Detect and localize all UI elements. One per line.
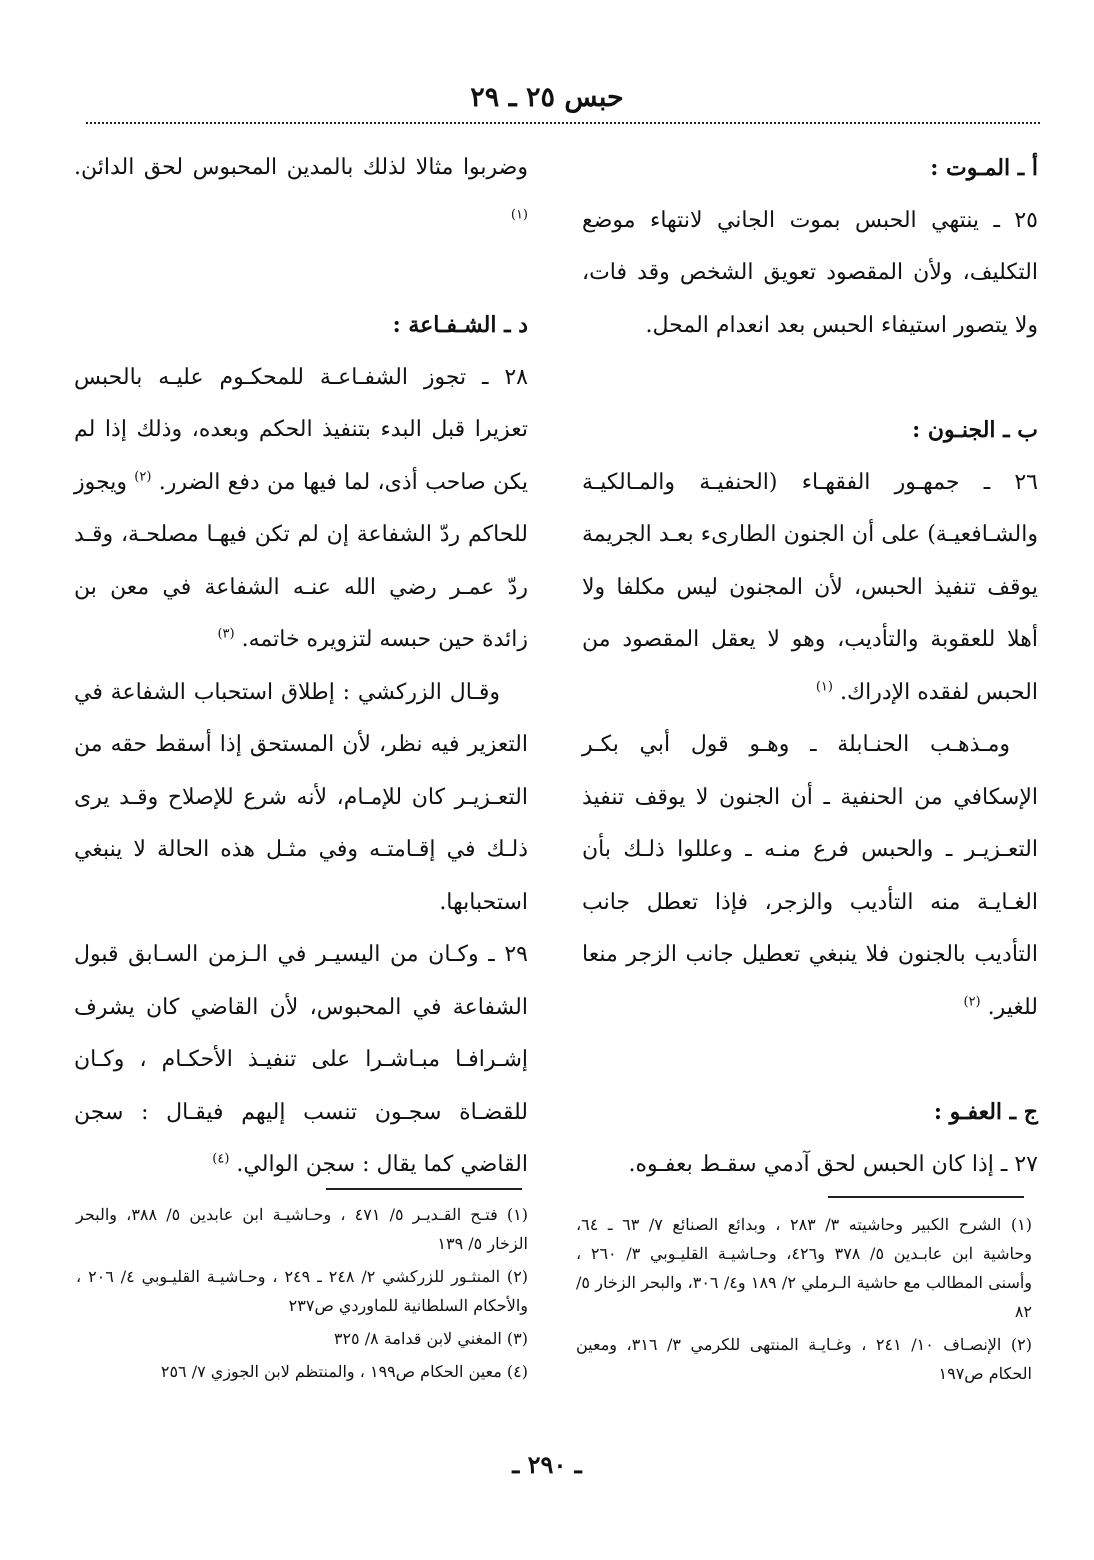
- footnote-ref: (١): [510, 207, 528, 223]
- footnote-separator-right: [828, 1196, 1024, 1198]
- paragraph-26-hanbali-text: ومـذهـب الحنـابلة ـ وهـو قول أبي بكـر الإسكافي من الحنفية ـ أن الجنون لا يوقف تنفيذ التعـزيـر ـ والحبس فرع منـه ـ وعللوا ذلـك بأن الغـايـة منه التأديب والزجر، فإذا تعطل جانب التأديب بالجنون فلا ينبغي تعطيل جانب الزجر منعا للغير.: [582, 732, 1038, 1020]
- paragraph-continuation: [74, 142, 528, 247]
- page-number: ـ ٢٩٠ ـ: [512, 1450, 582, 1479]
- header-dotted-rule: [86, 122, 1040, 124]
- paragraph-25: ٢٥ ـ ينتهي الحبس بموت الجاني لانتهاء موضع التكليف، ولأن المقصود تعويق الشخص وقد فات، ولا يتصور استيفاء الحبس بعد انعدام المحل.: [582, 207, 1038, 338]
- footnote-ref: (١): [815, 679, 833, 695]
- section-heading-insanity: ب ـ الجنـون :: [912, 417, 1038, 443]
- paragraph-continuation-text: وضربوا مثالا لذلك بالمدين المحبوس لحق الدائن.: [74, 155, 528, 180]
- footnote-separator-left: [326, 1188, 522, 1190]
- paragraph-29: [74, 929, 528, 1192]
- footnote-item: (٤) معين الحكام ص١٩٩ ، والمنتظم لابن الجوزي ٧/ ٢٥٦: [160, 1362, 528, 1381]
- right-column: [582, 142, 1038, 1191]
- paragraph-28-zarkashi: وقـال الزركشي : إطلاق استحباب الشفاعة في التعزير فيه نظر، لأن المستحق إذا أسقط حقه من التعـزيـر كان للإمـام، لأنه شرع للإصلاح وقـد يرى ذلـك في إقـامتـه وفي مثـل هذه الحالة لا ينبغي استحبابها.: [74, 679, 528, 915]
- paragraph-27: ٢٧ ـ إذا كان الحبس لحق آدمي سقـط بعفـوه.: [628, 1151, 1038, 1177]
- paragraph-26: [582, 457, 1038, 720]
- footnote-item: (٣) المغني لابن قدامة ٨/ ٣٢٥: [333, 1329, 528, 1348]
- footnote-item: (١) فتـح القـديـر ٥/ ٤٧١ ، وحـاشيـة ابن عابدين ٥/ ٣٨٨، والبحر الزخار ٥/ ١٣٩: [76, 1205, 528, 1253]
- footnote-ref: (٢): [134, 469, 152, 485]
- paragraph-29-text: ٢٩ ـ وكـان من اليسيـر في الـزمن السـابق قبول الشفاعة في المحبوس، لأن القاضي كان يشرف إشـرافـا مبـاشـرا على تنفيـذ الأحكـام ، وكـان للقضـاة سجـون تنسب إليهم فيقـال : سجن القاضي كما يقال : سجن الوالي.: [74, 942, 528, 1177]
- footnote-item: (٢) الإنصـاف ١٠/ ٢٤١ ، وغـايـة المنتهى للكرمي ٣/ ٣١٦، ومعين الحكام ص١٩٧: [576, 1335, 1032, 1383]
- running-header: حبس ٢٥ ـ ٢٩: [470, 82, 624, 113]
- section-heading-pardon: ج ـ العفـو :: [933, 1099, 1038, 1125]
- section-heading-death: أ ـ المـوت :: [930, 155, 1038, 181]
- section-heading-intercession: د ـ الشـفـاعة :: [392, 312, 528, 338]
- footnotes-left: [76, 1200, 528, 1390]
- paragraph-26-text: ٢٦ ـ جمهـور الفقهـاء (الحنفيـة والمـالكيـة والشـافعيـة) على أن الجنون الطارىء بعـد الجريمة يوقف تنفيذ الحبس، لأن المجنون ليس مكلفا ولا أهلا للعقوبة والتأديب، وهو لا يعقل المقصود من الحبس لفقده الإدراك.: [582, 469, 1038, 705]
- footnote-item: (١) الشرح الكبير وحاشيته ٣/ ٢٨٣ ، وبدائع الصنائع ٧/ ٦٣ ـ ٦٤، وحاشية ابن عابـدين ٥/ ٣٧٨ و٤٢٦، وحـاشيـة القليـوبي ٣/ ٢٦٠ ، وأسنى المطالب مع حاشية الـرملي ٢/ ١٨٩ و٤/ ٣٠٦، والبحر الزخار ٥/ ٨٢: [576, 1215, 1033, 1321]
- paragraph-28: [74, 352, 528, 667]
- footnote-item: (٢) المنثـور للزركشي ٢/ ٢٤٨ ـ ٢٤٩ ، وحـاشيـة القليـوبي ٤/ ٢٠٦ ، والأحكام السلطانية للماوردي ص٢٣٧: [76, 1267, 529, 1315]
- paragraph-26-hanbali: [582, 719, 1038, 1034]
- paragraph-28-text-b: ويجوز للحاكم ردّ الشفاعة إن لم تكن فيهـا مصلحـة، وقـد ردّ عمـر رضي الله عنـه الشفاعة في معن بن زائدة حين حبسه لتزويره خاتمه.: [74, 469, 528, 652]
- footnotes-right: [576, 1210, 1032, 1392]
- footnote-ref: (٢): [963, 994, 981, 1010]
- footnote-ref: (٤): [212, 1151, 230, 1167]
- paragraph-28-text-a: ٢٨ ـ تجوز الشفـاعـة للمحكـوم عليـه بالحبس تعزيرا قبل البدء بتنفيذ الحكم وبعده، وذلك إذا لم يكن صاحب أذى، لما فيها من دفع الضرر.: [74, 364, 528, 495]
- footnote-ref: (٣): [217, 626, 235, 642]
- left-column: [74, 142, 528, 1192]
